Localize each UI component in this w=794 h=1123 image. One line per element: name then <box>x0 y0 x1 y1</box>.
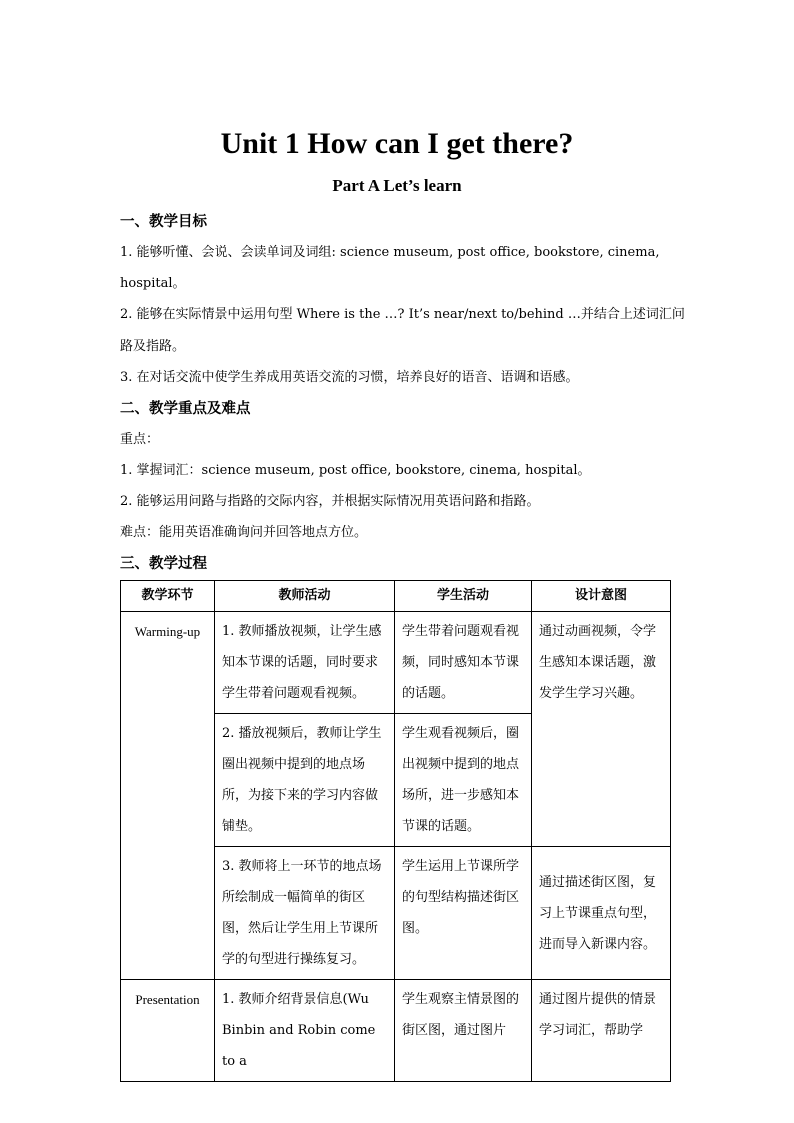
design-intent-cell: 通过动画视频，令学生感知本课话题，激发学生学习兴趣。 <box>532 612 671 847</box>
header-design-intent: 设计意图 <box>532 581 671 612</box>
teacher-activity-cell: 1. 教师介绍背景信息(Wu Binbin and Robin come to a <box>215 980 395 1082</box>
table-row <box>121 612 671 714</box>
key-points-label: 重点： <box>120 432 160 447</box>
difficult-point: 难点：能用英语准确询问并回答地点方位。 <box>120 525 368 540</box>
header-stage: 教学环节 <box>121 581 215 612</box>
objective-1-line-2: hospital。 <box>120 276 186 291</box>
page-title: Unit 1 How can I get there? <box>220 127 574 160</box>
header-teacher-activity: 教师活动 <box>215 581 395 612</box>
table-header-row <box>121 581 671 612</box>
objective-2-line-1: 2. 能够在实际情景中运用句型 Where is the …? It’s near/next to/behind …并结合上述词汇问 <box>120 307 685 322</box>
student-activity-cell: 学生观察主情景图的街区图，通过图片 <box>395 980 532 1082</box>
objective-2-line-2: 路及指路。 <box>120 339 186 354</box>
teaching-process-table <box>120 580 671 1082</box>
design-intent-cell: 通过描述街区图，复习上节课重点句型，进而导入新课内容。 <box>532 847 671 980</box>
section-heading-objectives: 一、教学目标 <box>120 213 207 230</box>
section-heading-process: 三、教学过程 <box>120 555 207 572</box>
table-row <box>121 980 671 1082</box>
student-activity-cell: 学生运用上节课所学的句型结构描述街区图。 <box>395 847 532 980</box>
page-subtitle: Part A Let’s learn <box>332 176 462 195</box>
teacher-activity-cell: 3. 教师将上一环节的地点场所绘制成一幅简单的街区图，然后让学生用上节课所学的句型进行操练复习。 <box>215 847 395 980</box>
objective-3: 3. 在对话交流中使学生养成用英语交流的习惯，培养良好的语音、语调和语感。 <box>120 370 579 385</box>
objective-1-line-1: 1. 能够听懂、会说、会读单词及词组: science museum, post office, bookstore, cinema, <box>120 245 660 260</box>
header-student-activity: 学生活动 <box>395 581 532 612</box>
stage-presentation: Presentation <box>121 980 215 1082</box>
teacher-activity-cell: 1. 教师播放视频，让学生感知本节课的话题，同时要求学生带着问题观看视频。 <box>215 612 395 714</box>
stage-warming-up: Warming-up <box>121 612 215 980</box>
design-intent-cell: 通过图片提供的情景学习词汇，帮助学 <box>532 980 671 1082</box>
student-activity-cell: 学生观看视频后，圈出视频中提到的地点场所，进一步感知本节课的话题。 <box>395 714 532 847</box>
key-point-1: 1. 掌握词汇：science museum, post office, bookstore, cinema, hospital。 <box>120 463 591 478</box>
key-point-2: 2. 能够运用问路与指路的交际内容，并根据实际情况用英语问路和指路。 <box>120 494 540 509</box>
student-activity-cell: 学生带着问题观看视频，同时感知本节课的话题。 <box>395 612 532 714</box>
teacher-activity-cell: 2. 播放视频后，教师让学生圈出视频中提到的地点场所，为接下来的学习内容做铺垫。 <box>215 714 395 847</box>
section-heading-key-points: 二、教学重点及难点 <box>120 400 251 417</box>
